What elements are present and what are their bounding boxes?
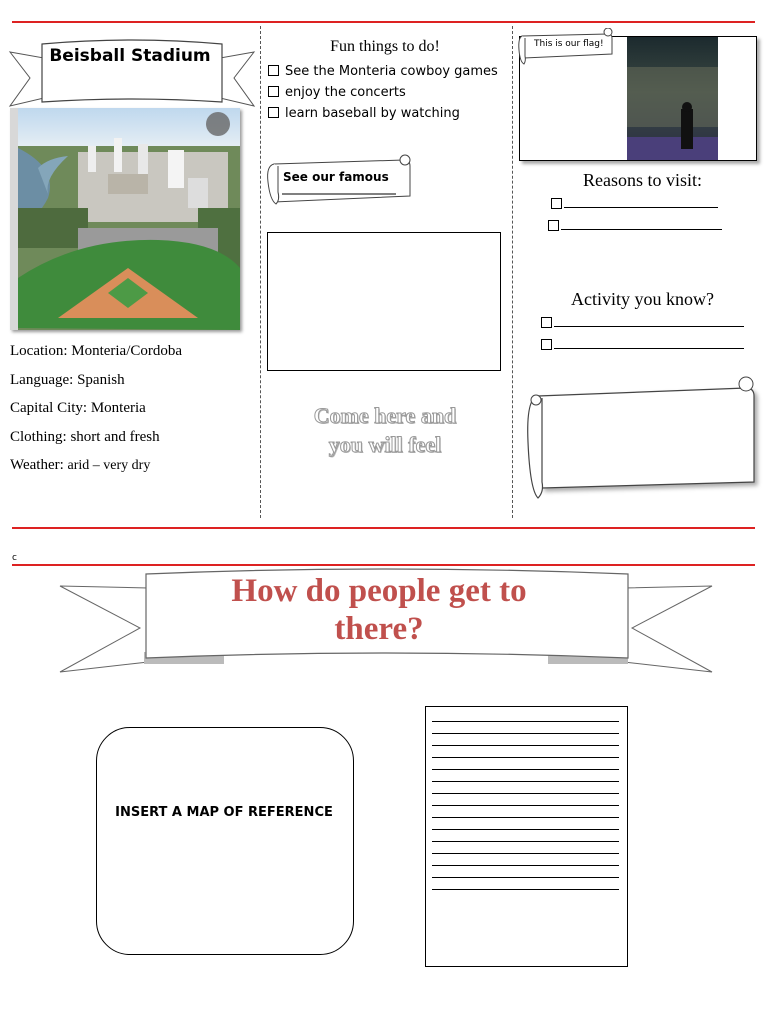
ruled-line (432, 745, 619, 746)
ruled-line (432, 769, 619, 770)
map-placeholder[interactable] (96, 727, 354, 955)
info-clothing: Clothing: short and fresh (10, 428, 160, 445)
fold-line-1 (260, 26, 261, 518)
activity-blank[interactable] (554, 314, 744, 327)
fun-list (268, 61, 508, 124)
fun-title: Fun things to do! (330, 38, 440, 55)
checkbox-icon[interactable] (551, 198, 562, 209)
photo-frame (10, 108, 240, 330)
reasons-title: Reasons to visit: (582, 170, 702, 190)
reason-blank[interactable] (564, 195, 718, 208)
middle-rule (12, 527, 755, 529)
ruled-line (432, 733, 619, 734)
ruled-line (432, 757, 619, 758)
top-rule (12, 21, 755, 23)
fun-item: learn baseball by watching (268, 103, 508, 124)
ruled-line (432, 781, 619, 782)
checkbox-icon[interactable] (541, 339, 552, 350)
heading: How do people get to there? (231, 573, 527, 647)
ruled-line (432, 805, 619, 806)
photo-watermark-icon (206, 112, 230, 136)
activity-row (541, 335, 744, 355)
outline-slogan: Come here and you will feel (313, 403, 457, 457)
activity-row (541, 313, 744, 333)
map-placeholder-text: INSERT A MAP OF REFERENCE (115, 805, 333, 820)
info-location: Location: Monteria/Cordoba (10, 343, 183, 359)
info-weather: Weather: arid – very dry (10, 457, 151, 473)
fun-item: See the Monteria cowboy games (268, 61, 508, 82)
ruled-line (432, 721, 619, 722)
flag-label: This is our flag! (534, 39, 604, 49)
ruled-line (432, 793, 619, 794)
ruled-line (432, 829, 619, 830)
ruled-line (432, 877, 619, 878)
checkbox-icon[interactable] (268, 86, 279, 97)
info-language: Language: Spanish (10, 371, 125, 388)
activity-title: Activity you know? (571, 289, 714, 309)
ruled-line (432, 841, 619, 842)
ruled-line (432, 889, 619, 890)
reason-row (548, 216, 722, 236)
stadium-photo (18, 108, 240, 330)
famous-label: See our famous (283, 170, 389, 184)
empty-box[interactable] (267, 232, 501, 371)
blank-scroll[interactable] (520, 372, 764, 502)
reason-blank[interactable] (561, 217, 722, 230)
activity-blank[interactable] (554, 336, 744, 349)
ruled-line (432, 853, 619, 854)
checkbox-icon[interactable] (268, 107, 279, 118)
fun-item: enjoy the concerts (268, 82, 508, 103)
fold-line-2 (512, 26, 513, 518)
checkbox-icon[interactable] (268, 65, 279, 76)
ruled-line (432, 817, 619, 818)
reason-row (551, 194, 718, 214)
concert-photo (627, 37, 718, 160)
stray-character: c (12, 553, 17, 563)
checkbox-icon[interactable] (541, 317, 552, 328)
banner-title: Beisball Stadium (49, 46, 211, 66)
checkbox-icon[interactable] (548, 220, 559, 231)
info-list (10, 337, 255, 481)
info-capital: Capital City: Monteria (10, 400, 146, 416)
ruled-line (432, 865, 619, 866)
